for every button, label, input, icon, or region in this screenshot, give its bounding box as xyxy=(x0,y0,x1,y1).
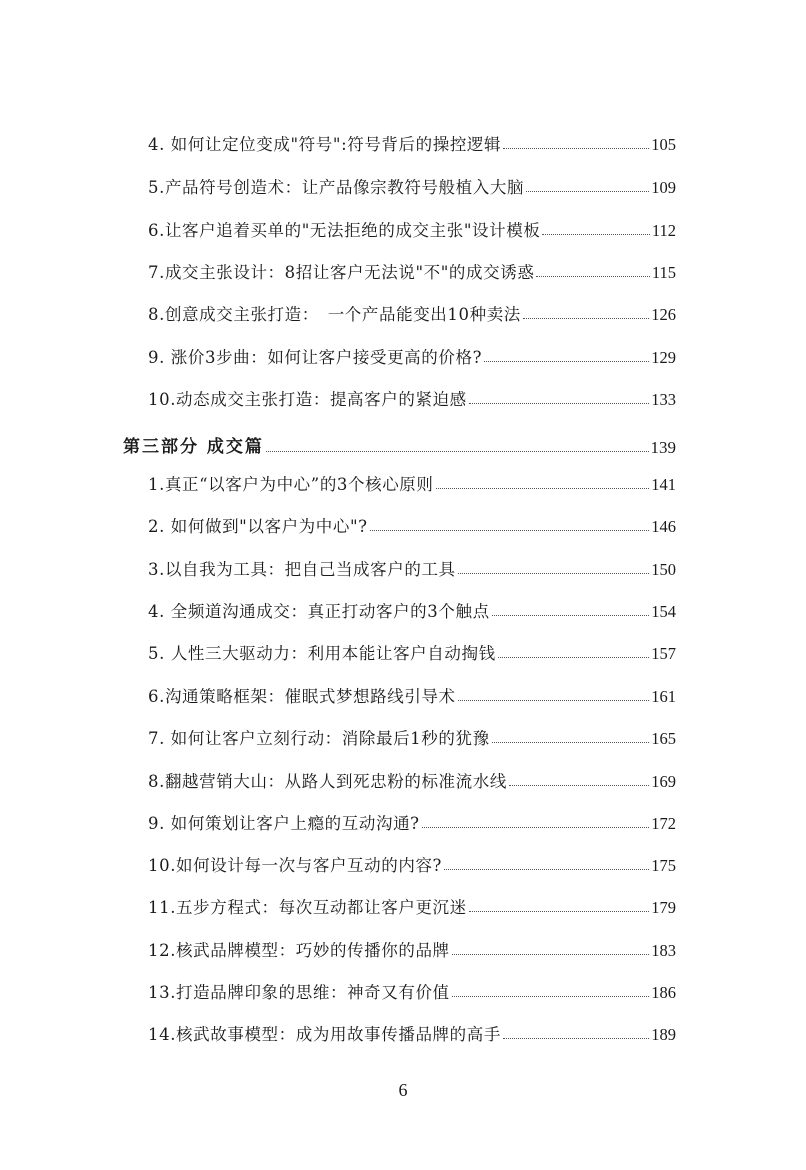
toc-entry-title: 13.打造品牌印象的思维：神奇又有价值 xyxy=(148,982,450,1002)
toc-entry-title: 6.让客户追着买单的"无法拒绝的成交主张"设计模板 xyxy=(148,220,541,240)
toc-entry xyxy=(148,255,676,281)
toc-entry-page: 139 xyxy=(650,438,676,457)
toc-entry xyxy=(148,679,676,705)
toc-entry-page: 133 xyxy=(651,389,676,409)
toc-entry xyxy=(148,382,676,408)
toc-entry-title: 4. 如何让定位变成"符号":符号背后的操控逻辑 xyxy=(148,134,502,154)
toc-dot-leader xyxy=(536,276,649,277)
toc-entry xyxy=(148,340,676,366)
toc-dot-leader xyxy=(492,742,650,743)
toc-entry-title: 3.以自我为工具：把自己当成客户的工具 xyxy=(148,559,456,579)
toc-entry-title: 10.如何设计每一次与客户互动的内容? xyxy=(148,855,442,875)
toc-entry-title: 4. 全频道沟通成交：真正打动客户的3个触点 xyxy=(148,601,490,621)
toc-entry-page: 141 xyxy=(651,474,676,494)
toc-dot-leader xyxy=(542,234,649,235)
toc-dot-leader xyxy=(444,869,649,870)
toc-dot-leader xyxy=(452,954,650,955)
toc-entry xyxy=(148,636,676,662)
toc-dot-leader xyxy=(526,191,649,192)
toc-entry-title: 11.五步方程式：每次互动都让客户更沉迷 xyxy=(148,897,467,917)
toc-dot-leader xyxy=(503,1038,649,1039)
toc-entry xyxy=(148,933,676,959)
page-number: 6 xyxy=(398,1080,408,1100)
toc-entry xyxy=(148,552,676,578)
toc-entry-page: 165 xyxy=(651,728,676,748)
toc-entry-page: 179 xyxy=(651,897,676,917)
toc-entry-page: 189 xyxy=(651,1024,676,1044)
toc-entry-title: 第三部分 成交篇 xyxy=(123,437,264,457)
toc-entry-page: 112 xyxy=(651,220,676,240)
toc-dot-leader xyxy=(498,657,650,658)
toc-dot-leader xyxy=(452,996,650,997)
toc-entry xyxy=(148,764,676,790)
toc-entry-page: 175 xyxy=(651,855,676,875)
toc-dot-leader xyxy=(509,785,649,786)
toc-entry-title: 9. 如何策划让客户上瘾的互动沟通? xyxy=(148,813,420,833)
toc-entry-page: 183 xyxy=(651,940,676,960)
toc-entry-title: 14.核武故事模型：成为用故事传播品牌的高手 xyxy=(148,1024,501,1044)
toc-dot-leader xyxy=(458,573,650,574)
toc-entry-page: 146 xyxy=(651,516,676,536)
toc-dot-leader xyxy=(469,403,650,404)
toc-entry-page: 169 xyxy=(651,771,676,791)
toc-dot-leader xyxy=(436,488,650,489)
toc-entry xyxy=(148,467,676,493)
toc-entry-title: 5. 人性三大驱动力：利用本能让客户自动掏钱 xyxy=(148,643,496,663)
toc-entry xyxy=(148,1017,676,1043)
toc-entry-title: 8.翻越营销大山：从路人到死忠粉的标准流水线 xyxy=(148,771,507,791)
toc-dot-leader xyxy=(422,827,650,828)
toc-entry-page: 129 xyxy=(651,347,676,367)
toc-entry-title: 10.动态成交主张打造：提高客户的紧迫感 xyxy=(148,389,467,409)
toc-part-heading xyxy=(123,430,676,456)
toc-entry-title: 6.沟通策略框架：催眠式梦想路线引导术 xyxy=(148,686,456,706)
toc-entry-page: 150 xyxy=(651,559,676,579)
toc-entry-title: 8.创意成交主张打造： 一个产品能变出10种卖法 xyxy=(148,304,521,324)
toc-dot-leader xyxy=(469,911,650,912)
toc-entry-page: 157 xyxy=(651,643,676,663)
toc-entry xyxy=(148,848,676,874)
toc-dot-leader xyxy=(492,615,650,616)
toc-entry-page: 126 xyxy=(651,304,676,324)
toc-entry-page: 186 xyxy=(651,982,676,1002)
toc-entry-title: 1.真正“以客户为中心”的3个核心原则 xyxy=(148,474,434,494)
toc-entry xyxy=(148,213,676,239)
toc-dot-leader xyxy=(266,451,649,452)
toc-entry xyxy=(148,127,676,153)
toc-entry xyxy=(148,594,676,620)
toc-entry-page: 109 xyxy=(651,177,676,197)
toc-entry xyxy=(148,721,676,747)
toc-entry-page: 154 xyxy=(651,601,676,621)
toc-entry-title: 2. 如何做到"以客户为中心"? xyxy=(148,516,368,536)
toc-entry xyxy=(148,509,676,535)
toc-entry xyxy=(148,297,676,323)
toc-entry xyxy=(148,170,676,196)
toc-entry-title: 5.产品符号创造术：让产品像宗教符号般植入大脑 xyxy=(148,177,525,197)
toc-entry-page: 161 xyxy=(651,686,676,706)
toc-dot-leader xyxy=(523,318,649,319)
toc-entry-title: 7. 如何让客户立刻行动：消除最后1秒的犹豫 xyxy=(148,728,490,748)
toc-dot-leader xyxy=(503,148,649,149)
toc-entry-title: 9. 涨价3步曲：如何让客户接受更高的价格? xyxy=(148,347,483,367)
toc-entry-page: 105 xyxy=(651,134,676,154)
toc-entry xyxy=(148,975,676,1001)
toc-dot-leader xyxy=(484,361,649,362)
toc-entry-page: 115 xyxy=(651,262,676,282)
toc-dot-leader xyxy=(458,700,650,701)
toc-entry-title: 7.成交主张设计：8招让客户无法说"不"的成交诱惑 xyxy=(148,262,535,282)
toc-entry xyxy=(148,806,676,832)
toc-entry xyxy=(148,890,676,916)
toc-entry-title: 12.核武品牌模型：巧妙的传播你的品牌 xyxy=(148,940,450,960)
toc-dot-leader xyxy=(370,530,650,531)
toc-entry-page: 172 xyxy=(651,813,676,833)
